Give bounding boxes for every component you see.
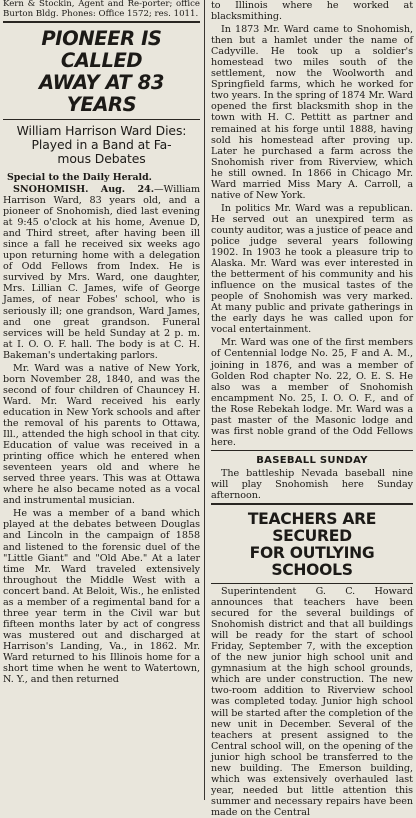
- column-divider: [204, 0, 205, 800]
- main-headline-line: AWAY AT 83 YEARS: [38, 71, 165, 116]
- divider: [211, 503, 413, 505]
- article-paragraph: to Illinois where he worked at blacksmithing.: [211, 0, 413, 23]
- teachers-headline-line: TEACHERS ARE SECURED: [247, 510, 377, 546]
- main-headline-line: PIONEER IS CALLED: [41, 27, 162, 72]
- sub-headline-line: Played in a Band at Fa-: [31, 137, 172, 152]
- top-strip-text: Kern & Stockin, Agent and Re-porter; office Burton Bldg. Phones: Office 1572; res. 1011.: [3, 0, 200, 19]
- baseball-heading: BASEBALL SUNDAY: [256, 454, 368, 466]
- credit-line: Special to the Daily Herald.: [7, 172, 152, 183]
- teachers-headline: [211, 511, 413, 579]
- article-paragraph: He was a member of a band which played at the debates between Douglas and Lincoln in the campaign of 1858 and listened to the forensic duel of the "Little Giant" and "Old Abe." At a later time Mr. Ward traveled extensively throughout the Middle West with a concert band. At Beloit, Wis., he enlisted as a member of a regimental band for a three year term in the Civil war but fifteen months later by act of congress was mustered out and discharged at Harrison's Landing, Va., in 1862. Mr. Ward returned to his Illinois home for a short time when he went to Watertown, N. Y., and then returned: [3, 508, 200, 686]
- divider: [3, 21, 200, 23]
- divider: [3, 119, 200, 120]
- article-paragraph: [3, 184, 200, 361]
- teachers-text: Superintendent G. C. Howard announces that teachers have been secured for the several buildings of Snohomish district and that all buildings will be ready for the start of school Friday, September 7, with the exception of the new junior high school unit and gymnasium at the high school grounds, which are under construction. The new two-room addition to Riverview school was completed today. Junior high school will be started after the completion of the new unit in December. Several of the teachers at present assigned to the Central school will, on the opening of the junior high school be transferred to the new building. The Emerson building, which was extensively overhauled last year, needed but little attention this summer and necessary repairs have been made on the Central: [211, 586, 413, 818]
- article-paragraph: In 1873 Mr. Ward came to Snohomish, then but a hamlet under the name of Cadyville. He took up a soldier's homestead two miles south of the settlement, now the Woolworth and Springfield farms, which he worked for two years. In the spring of 1874 Mr. Ward opened the first blacksmith shop in the town with H. C. Pettitt as partner and remained at his forge until 1888, having sold his homestead after proving up. Later he purchased a farm across the Snohomish river from Riverview, which he still owned. In 1866 in Chicago Mr. Ward married Miss Mary A. Carroll, a native of New York.: [211, 24, 413, 201]
- divider: [211, 583, 413, 584]
- article-paragraph: Mr. Ward was one of the first members of Centennial lodge No. 25, F and A. M., joining in 1876, and was a member of Golden Rod chapter No. 22, O. E. S. He also was a member of Snohomish encampment No. 25, I. O. O. F., and of the Rose Rebekah lodge. Mr. Ward was a past master of the Masonic lodge and was first noble grand of the Odd Fellows here.: [211, 337, 413, 448]
- divider: [211, 450, 413, 451]
- paragraph-text: —William Harrison Ward, 83 years old, and a pioneer of Snohomish, died last evening at 9:45 o'clock at his home, Avenue D, and Third street, after having been ill since a fall he received six weeks ago upon returning home with a delegation of Odd Fellows from Index. He is survived by Mrs. Ward, one daughter, Mrs. Lillian C. James, wife of George James, of near Fobes' school, who is seriously ill; one grandson, Ward James, and one great grandson. Funeral services will be held Sunday at 2 p. m. at I. O. O. F. hall. The body is at C. H. Bakeman's undertaking parlors.: [3, 184, 200, 361]
- sub-headline: [3, 124, 200, 166]
- article-paragraph: Mr. Ward was a native of New York, born November 28, 1840, and was the second of four children of Chauncey H. Ward. Mr. Ward received his early education in New York schools and after the removal of his parents to Ottawa, Ill., attended the high school in that city. Education of value was received in a printing office which he entered when seventeen years old and where he served three years. This was at Ottawa where he also became noted as a vocal and instrumental musician.: [3, 362, 200, 507]
- right-column: [207, 0, 416, 818]
- left-column: [0, 0, 203, 800]
- sub-headline-line: mous Debates: [57, 151, 146, 166]
- teachers-headline-line: FOR OUTLYING SCHOOLS: [249, 544, 375, 580]
- dateline: SNOHOMISH. Aug. 24.: [13, 184, 155, 195]
- sub-headline-line: William Harrison Ward Dies:: [16, 123, 187, 138]
- article-paragraph: In politics Mr. Ward was a republican. He served out an unexpired term as county auditor, was a justice of peace and police judge several years following 1902. In 1903 he took a pleasure trip to Alaska. Mr. Ward was ever interested in the betterment of his community and his influence on the musical tastes of the people of Snohomish was very marked. At many public and private gatherings in the early days he was called upon for vocal entertainment.: [211, 202, 413, 336]
- main-headline: [3, 28, 200, 116]
- baseball-text: The battleship Nevada baseball nine will play Snohomish here Sunday afternoon.: [211, 467, 413, 501]
